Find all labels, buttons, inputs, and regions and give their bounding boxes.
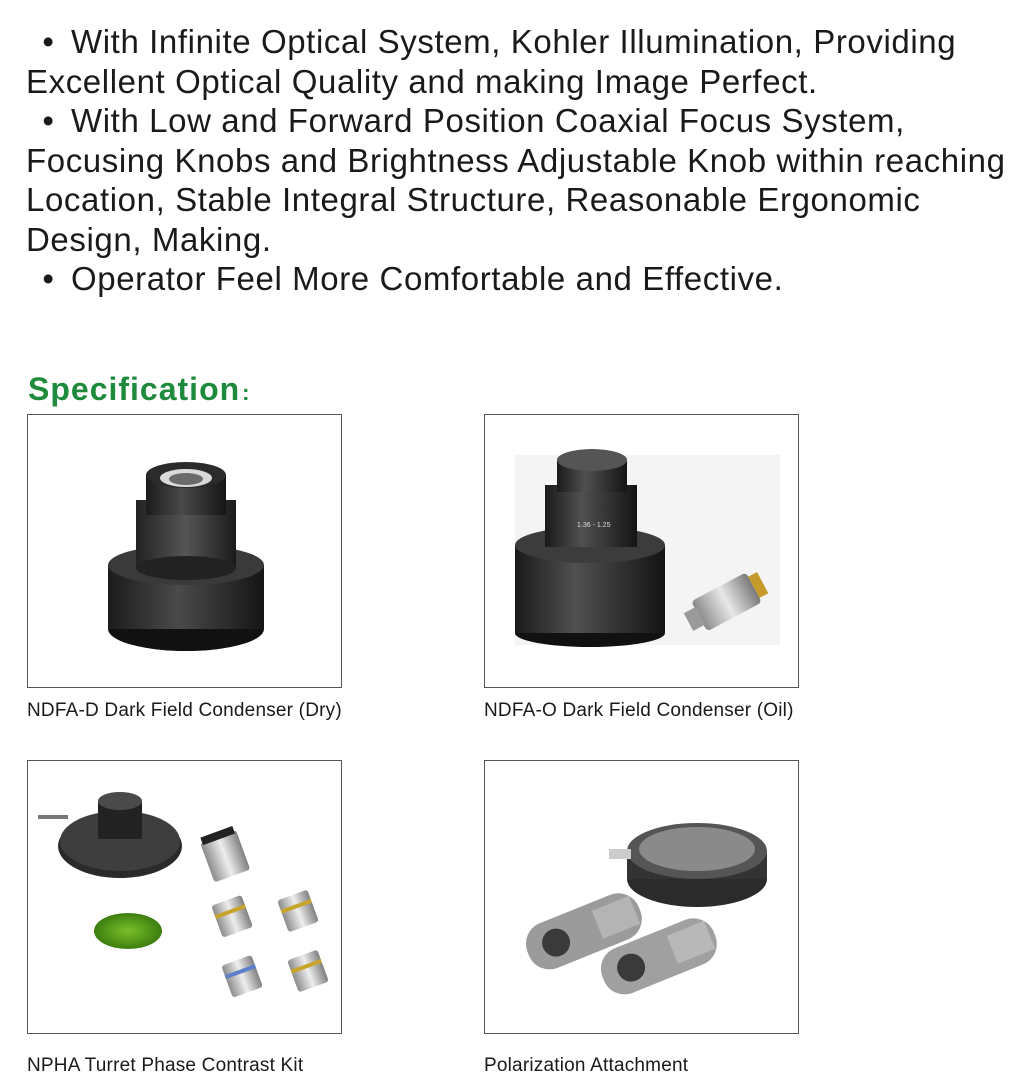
feature-list [26,22,1016,299]
bullet: • [42,260,55,297]
bullet: • [42,102,55,139]
specification-title: Specification [28,371,241,407]
feature-text: With Low and Forward Position Coaxial Focus System, Focusing Knobs and Brightness Adjustable Knob within reaching Location, Stable Integral Structure, Reasonable Ergonomic Design, Making. [26,102,1006,258]
phase-contrast-kit-image [28,761,342,1034]
feature-item [26,22,1016,101]
product-caption: Polarization Attachment [484,1055,689,1076]
feature-text: With Infinite Optical System, Kohler Illumination, Providing Excellent Optical Quality and making Image Perfect. [26,23,957,100]
product-image-frame [484,760,799,1034]
feature-text: Operator Feel More Comfortable and Effective. [71,260,784,297]
feature-item [26,101,1016,259]
feature-item [26,259,1016,299]
product-caption: NPHA Turret Phase Contrast Kit [27,1055,304,1076]
bullet: • [42,23,55,60]
specification-colon: : [242,380,251,405]
product-image-frame [484,414,799,688]
product-image-frame [27,414,342,688]
product-caption: NDFA-O Dark Field Condenser (Oil) [484,700,794,721]
product-image-frame [27,760,342,1034]
dry-condenser-image [28,415,342,688]
oil-condenser-image [485,415,799,688]
condenser-engraving: 1.36 - 1.25 [577,522,611,529]
product-caption: NDFA-D Dark Field Condenser (Dry) [27,700,342,721]
polarization-attachment-image [485,761,799,1034]
specification-heading [28,371,250,408]
